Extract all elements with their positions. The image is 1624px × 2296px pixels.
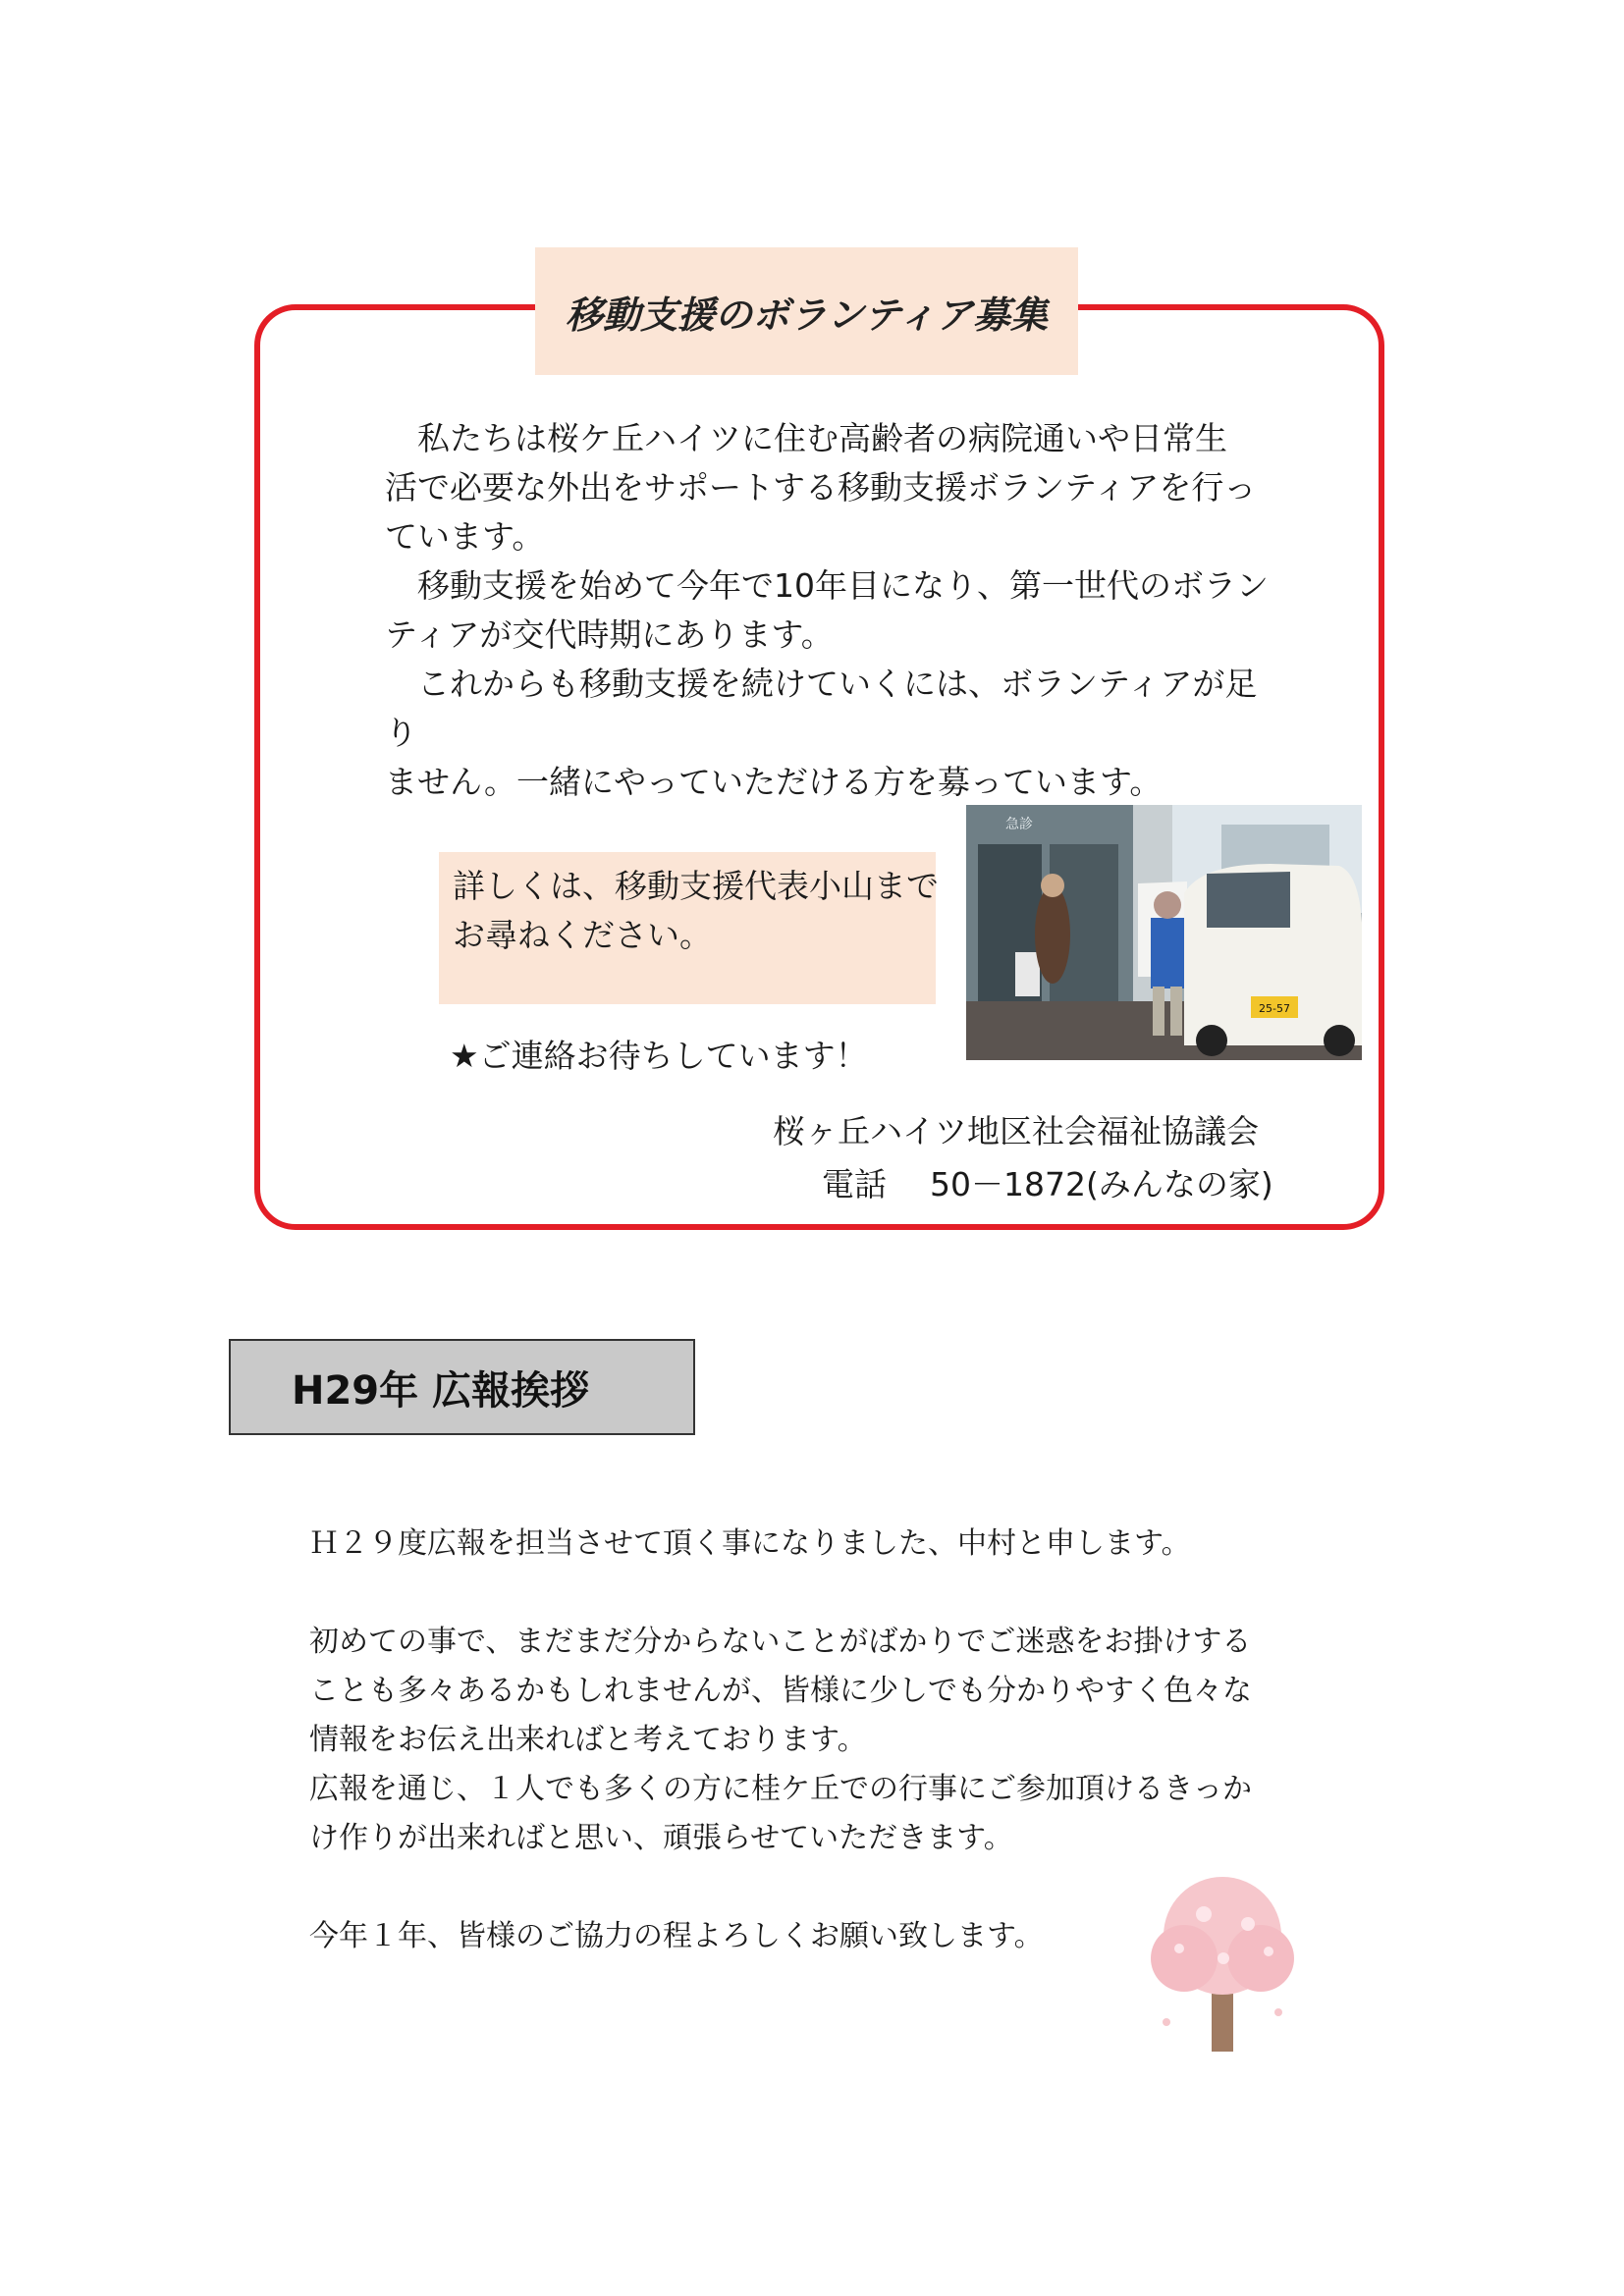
notice-line: これからも移動支援を続けていくには、ボランティアが足り xyxy=(385,665,1258,752)
greeting-line: ことも多々あるかもしれませんが、皆様に少しでも分かりやすく色々な xyxy=(309,1674,1252,1708)
notice-title-box xyxy=(535,247,1078,375)
greeting-line: け作りが出来ればと思い、頑張らせていただきます。 xyxy=(309,1821,1013,1855)
closing-line: ★ご連絡お待ちしています！ xyxy=(450,1037,868,1075)
greeting-line: 初めての事で、まだまだ分からないことがばかりでご迷惑をお掛けする xyxy=(309,1625,1252,1659)
greeting-line xyxy=(309,1569,1380,1618)
section-heading: H29年 広報挨拶 xyxy=(229,1339,695,1435)
greeting-line: 今年１年、皆様のご協力の程よろしくお願い致します。 xyxy=(309,1919,1044,1953)
notice-line: ています。 xyxy=(385,517,545,556)
notice-body xyxy=(385,414,1269,807)
notice-line: ティアが交代時期にあります。 xyxy=(385,615,834,654)
greeting-line: Ｈ２９度広報を担当させて頂く事になりました、中村と申します。 xyxy=(309,1526,1191,1561)
contact-line: お尋ねください。 xyxy=(453,916,712,954)
greeting-line: 情報をお伝え出来ればと考えております。 xyxy=(309,1723,867,1757)
organization-name: 桜ヶ丘ハイツ地区社会福祉協議会 xyxy=(773,1112,1259,1150)
notice-title: 移動支援のボランティア募集 xyxy=(566,293,1048,337)
phone-label: 電話 xyxy=(822,1165,887,1203)
cherry-tree-icon xyxy=(1145,1865,1300,2052)
greeting-line: 広報を通じ、１人でも多くの方に桂ケ丘での行事にご参加頂けるきっか xyxy=(309,1772,1252,1806)
photo-sign: 急診 xyxy=(1005,817,1033,832)
phone-line xyxy=(761,1158,1273,1211)
car-photo xyxy=(966,805,1362,1060)
plate-number: 25-57 xyxy=(1259,1002,1290,1015)
organization-block xyxy=(761,1105,1273,1211)
notice-line: 移動支援を始めて今年で10年目になり、第一世代のボラン xyxy=(385,566,1269,605)
notice-line: 私たちは桜ケ丘ハイツに住む高齢者の病院通いや日常生 xyxy=(385,419,1227,457)
contact-line: 詳しくは、移動支援代表小山まで xyxy=(453,867,939,905)
notice-line: 活で必要な外出をサポートする移動支援ボランティアを行っ xyxy=(385,468,1257,507)
contact-box xyxy=(439,852,939,1004)
notice-line: ません。一緒にやっていただける方を募っています。 xyxy=(385,763,1163,801)
phone-value: 50－1872(みんなの家) xyxy=(930,1165,1273,1203)
